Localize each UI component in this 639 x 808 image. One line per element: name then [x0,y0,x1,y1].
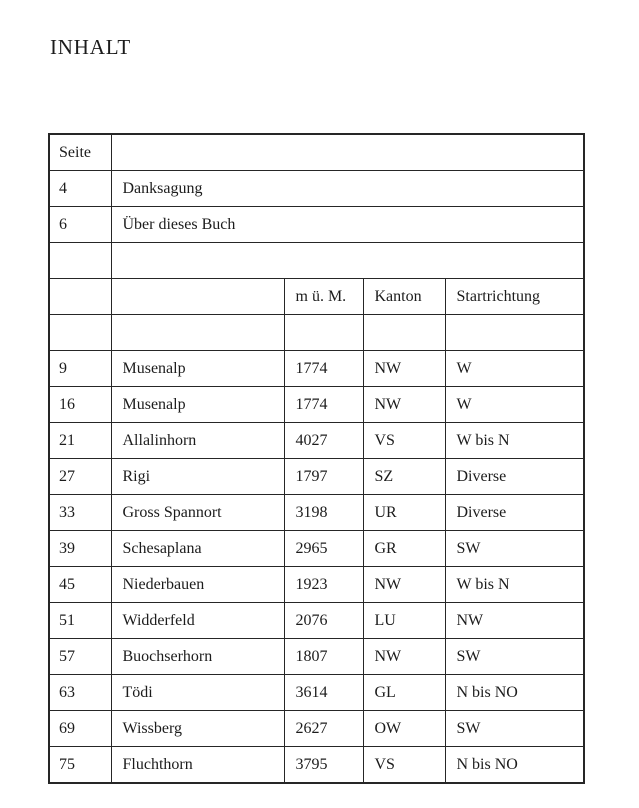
elevation-cell: 3795 [284,747,363,784]
tour-name-cell: Musenalp [111,351,284,387]
elevation-cell: 1807 [284,639,363,675]
elevation-cell: 4027 [284,423,363,459]
canton-cell: NW [363,387,445,423]
direction-header-cell: Startrichtung [445,279,584,315]
page-number-cell: 33 [49,495,111,531]
canton-cell: UR [363,495,445,531]
page-number-cell: 21 [49,423,111,459]
canton-cell: VS [363,423,445,459]
direction-cell: W [445,351,584,387]
direction-cell: Diverse [445,459,584,495]
page-number-cell: 69 [49,711,111,747]
table-row-tour [49,351,584,387]
page-number-cell: 39 [49,531,111,567]
table-row-intro [49,207,584,243]
tour-name-cell: Musenalp [111,387,284,423]
page-number-cell: 63 [49,675,111,711]
elevation-cell: 1774 [284,351,363,387]
empty-cell [49,279,111,315]
empty-cell [363,315,445,351]
canton-cell: NW [363,351,445,387]
canton-cell: GR [363,531,445,567]
page-number-cell: 27 [49,459,111,495]
direction-cell: Diverse [445,495,584,531]
table-row-intro [49,171,584,207]
table-row-tour [49,423,584,459]
direction-cell: SW [445,639,584,675]
canton-cell: GL [363,675,445,711]
direction-cell: NW [445,603,584,639]
table-row-tour [49,675,584,711]
page-number-cell: 16 [49,387,111,423]
table-row-tour [49,567,584,603]
table-row-column-headers [49,279,584,315]
elevation-cell: 3614 [284,675,363,711]
seite-header-cell: Seite [49,134,111,171]
canton-cell: OW [363,711,445,747]
page-number-cell: 9 [49,351,111,387]
tour-name-cell: Niederbauen [111,567,284,603]
contents-table [48,133,585,784]
tour-name-cell: Allalinhorn [111,423,284,459]
direction-cell: W [445,387,584,423]
empty-cell [111,134,584,171]
elevation-cell: 1923 [284,567,363,603]
table-row-spacer [49,315,584,351]
elevation-header-cell: m ü. M. [284,279,363,315]
elevation-cell: 1797 [284,459,363,495]
page-number-cell: 75 [49,747,111,784]
canton-cell: LU [363,603,445,639]
empty-cell [49,315,111,351]
table-row-tour [49,639,584,675]
table-row-tour [49,711,584,747]
canton-cell: NW [363,567,445,603]
empty-cell [284,315,363,351]
empty-cell [445,315,584,351]
direction-cell: N bis NO [445,675,584,711]
page-title: INHALT [50,35,132,59]
tour-name-cell: Widderfeld [111,603,284,639]
table-row-spacer [49,243,584,279]
table-row-tour [49,603,584,639]
page-number-cell: 57 [49,639,111,675]
empty-cell [111,315,284,351]
page-number-cell: 45 [49,567,111,603]
table-row-seite-header [49,134,584,171]
table-row-tour [49,387,584,423]
table-row-tour [49,747,584,784]
empty-cell [49,243,111,279]
table-row-tour [49,495,584,531]
chapter-title-cell: Über dieses Buch [111,207,584,243]
empty-cell [111,279,284,315]
tour-name-cell: Schesaplana [111,531,284,567]
direction-cell: W bis N [445,567,584,603]
elevation-cell: 2076 [284,603,363,639]
page-number-cell: 51 [49,603,111,639]
direction-cell: SW [445,711,584,747]
elevation-cell: 3198 [284,495,363,531]
elevation-cell: 1774 [284,387,363,423]
table-row-tour [49,459,584,495]
page-number-cell: 4 [49,171,111,207]
chapter-title-cell: Danksagung [111,171,584,207]
canton-cell: SZ [363,459,445,495]
canton-cell: VS [363,747,445,784]
direction-cell: N bis NO [445,747,584,784]
tour-name-cell: Wissberg [111,711,284,747]
direction-cell: SW [445,531,584,567]
empty-cell [111,243,584,279]
canton-header-cell: Kanton [363,279,445,315]
tour-name-cell: Tödi [111,675,284,711]
tour-name-cell: Buochserhorn [111,639,284,675]
table-row-tour [49,531,584,567]
direction-cell: W bis N [445,423,584,459]
tour-name-cell: Gross Spannort [111,495,284,531]
elevation-cell: 2965 [284,531,363,567]
elevation-cell: 2627 [284,711,363,747]
tour-name-cell: Rigi [111,459,284,495]
page-number-cell: 6 [49,207,111,243]
canton-cell: NW [363,639,445,675]
tour-name-cell: Fluchthorn [111,747,284,784]
